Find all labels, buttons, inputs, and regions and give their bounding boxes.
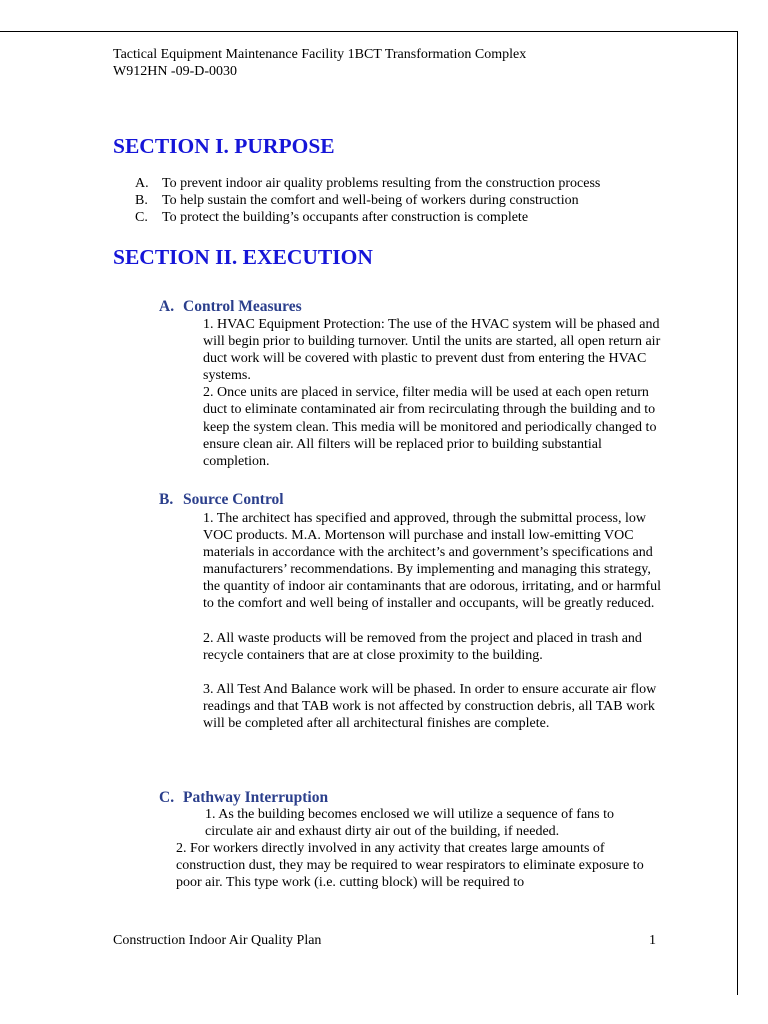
subsection-c-body — [176, 806, 661, 891]
section-1-heading: SECTION I. PURPOSE — [113, 134, 335, 158]
subsection-title: Pathway Interruption — [183, 789, 329, 806]
subsection-letter: A. — [159, 298, 175, 315]
paragraph: 1. As the building becomes enclosed we will utilize a sequence of fans to circulate air and exhaust dirty air out of the building, if needed. — [205, 807, 615, 840]
header-project-title: Tactical Equipment Maintenance Facility 1BCT Transformation Complex — [113, 47, 527, 62]
section-2-heading: SECTION II. EXECUTION — [113, 245, 373, 269]
list-item-text: To prevent indoor air quality problems resulting from the construction process — [162, 176, 601, 191]
list-item-letter: C. — [135, 210, 148, 225]
paragraph: 2. For workers directly involved in any activity that creates large amounts of construction dust, they may be required to wear respirators to eliminate exposure to poor air. This type work (i.e. cutting block) will be required to — [176, 841, 644, 891]
paragraph: 2. All waste products will be removed from the project and placed in trash and recycle containers that are at close proximity to the building. — [203, 630, 642, 663]
paragraph: 1. The architect has specified and approved, through the submittal process, low VOC products. M.A. Mortenson will purchase and install low-emitting VOC materials in accordance with the architect’s and government’s specifications and manufacturers’ recommendations. By implementing and managing this strategy, the quantity of indoor air contaminants that are odorous, irritating, and or harmful to the comfort and well being of installer and occupants, will be greatly reduced. — [203, 511, 661, 612]
top-border-rule — [0, 31, 738, 32]
paragraph: 2. Once units are placed in service, filter media will be used at each open return duct to eliminate contaminated air from recirculating through the building and to keep the system clean. This media will be monitored and periodically changed to ensure clean air. All filters will be replaced prior to building substantial completion. — [203, 385, 657, 469]
subsection-a-body — [203, 316, 661, 470]
subsection-title: Control Measures — [183, 298, 302, 315]
purpose-list — [135, 175, 600, 226]
subsection-b-heading — [159, 491, 284, 509]
subsection-letter: C. — [159, 789, 175, 806]
list-item-text: To help sustain the comfort and well-being of workers during construction — [162, 193, 579, 208]
footer-page-number: 1 — [649, 933, 656, 948]
list-item-letter: B. — [135, 193, 148, 208]
subsection-a-heading — [159, 298, 302, 316]
list-item — [135, 209, 600, 226]
right-border-rule — [737, 31, 738, 995]
list-item-letter: A. — [135, 176, 149, 191]
list-item-text: To protect the building’s occupants after construction is complete — [162, 210, 529, 225]
paragraph: 1. HVAC Equipment Protection: The use of the HVAC system will be phased and will begin prior to building turnover. Until the units are started, all open return air duct work will be covered with plastic to prevent dust from entering the HVAC systems. — [203, 317, 661, 384]
header-contract-number: W912HN -09-D-0030 — [113, 64, 238, 79]
footer-document-title: Construction Indoor Air Quality Plan — [113, 933, 322, 948]
document-header — [113, 46, 526, 80]
list-item — [135, 192, 600, 209]
subsection-c-heading — [159, 789, 328, 807]
subsection-title: Source Control — [183, 491, 284, 508]
list-item — [135, 175, 600, 192]
paragraph: 3. All Test And Balance work will be phased. In order to ensure accurate air flow readings and that TAB work is not affected by construction debris, all TAB work will be completed after all architectural finishes are complete. — [203, 681, 657, 731]
subsection-b-body — [203, 510, 661, 732]
subsection-letter: B. — [159, 491, 174, 508]
